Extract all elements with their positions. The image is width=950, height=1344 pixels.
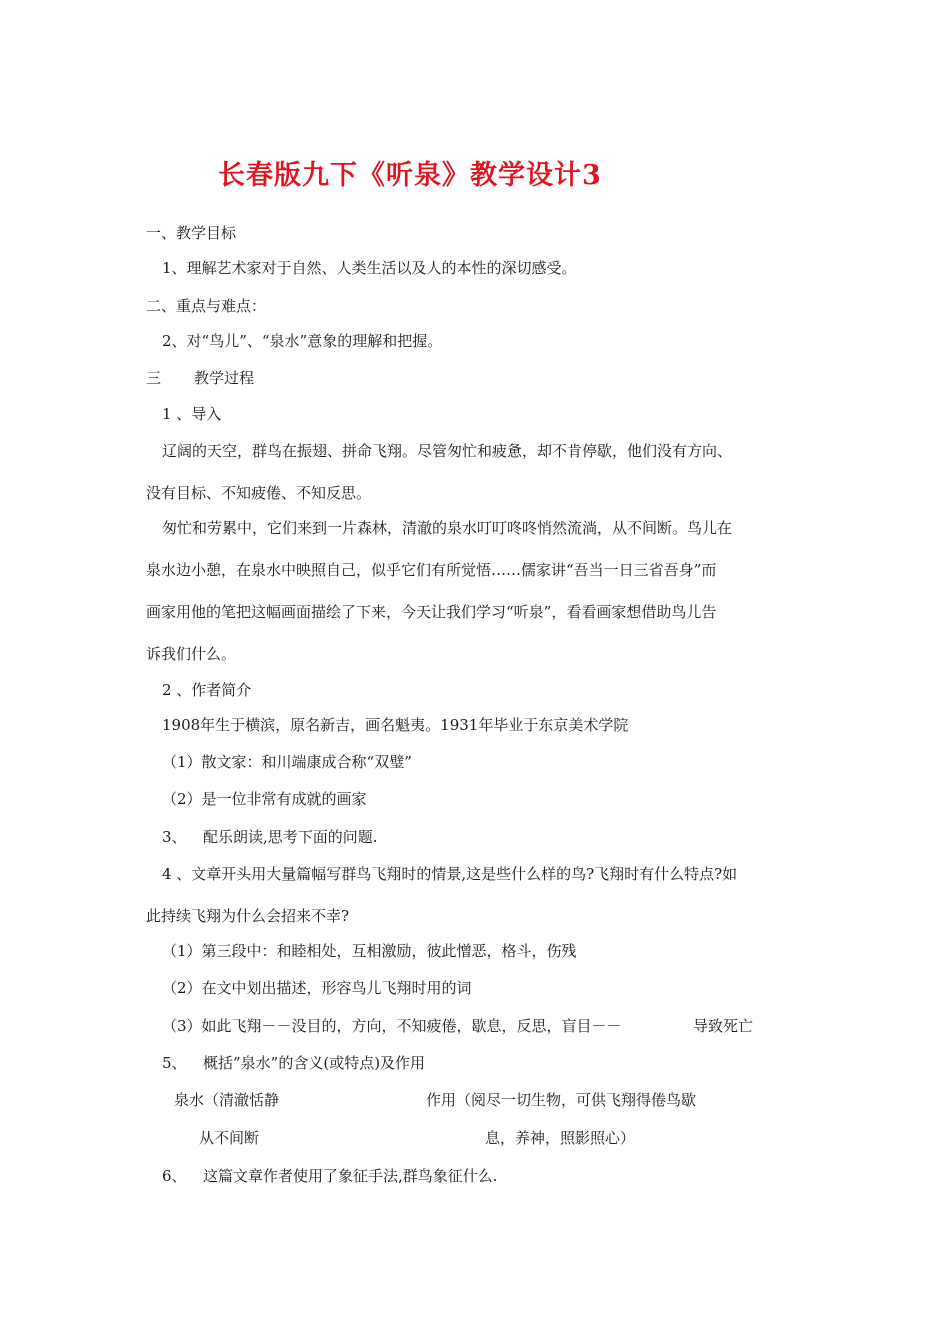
spring-meaning-line: 从不间断 [199, 1129, 260, 1147]
step-3-number: 3、 [162, 828, 187, 846]
step-6-number: 6、 [162, 1167, 187, 1185]
answer-item-conclusion: 导致死亡 [693, 1017, 754, 1035]
section-number-3: 三 [146, 369, 162, 387]
step-5-text: 概括”泉水”的含义(或特点)及作用 [203, 1054, 426, 1072]
spring-function-line: 息，养神，照影照心） [485, 1129, 636, 1147]
section-heading-objectives: 一、教学目标 [146, 224, 237, 242]
step-6-text: 这篇文章作者使用了象征手法,群鸟象征什么. [203, 1167, 498, 1185]
key-point-item-2: 2、对“鸟儿”、“泉水”意象的理解和把握。 [162, 332, 443, 350]
document-title: 长春版九下《听泉》教学设计3 [218, 160, 602, 191]
section-heading-process: 教学过程 [194, 369, 255, 387]
objective-item-1: 1、理解艺术家对于自然、人类生活以及人的本性的深切感受。 [162, 259, 577, 277]
paragraph-line: 画家用他的笔把这幅画面描绘了下来，今天让我们学习“听泉”，看看画家想借助鸟儿告 [146, 603, 717, 621]
answer-item: （2）在文中划出描述，形容鸟儿飞翔时用的词 [162, 979, 472, 997]
answer-item: （1）第三段中：和睦相处，互相激励，彼此憎恶，格斗，伤残 [162, 942, 577, 960]
step-2-heading: 2 、作者简介 [162, 681, 252, 699]
section-heading-key-points: 二、重点与难点： [146, 297, 267, 315]
step-5-number: 5、 [162, 1054, 187, 1072]
paragraph-line: 此持续飞翔为什么会招来不幸? [146, 907, 350, 925]
spring-meaning-line: 泉水（清澈恬静 [174, 1091, 280, 1109]
author-intro-line: 1908年生于横滨，原名新吉，画名魁夷。1931年毕业于东京美术学院 [162, 716, 629, 734]
step-1-heading: 1 、导入 [162, 405, 222, 423]
paragraph-line: 辽阔的天空，群鸟在振翅、拼命飞翔。尽管匆忙和疲惫，却不肯停歇，他们没有方向、 [162, 442, 733, 460]
answer-item: （3）如此飞翔－－没目的，方向，不知疲倦，歇息，反思，盲目－－ [162, 1017, 622, 1035]
author-intro-item: （2）是一位非常有成就的画家 [162, 790, 367, 808]
step-3-text: 配乐朗读,思考下面的问题. [203, 828, 378, 846]
paragraph-line: 泉水边小憩，在泉水中映照自己，似乎它们有所觉悟……儒家讲“吾当一日三省吾身”而 [146, 561, 717, 579]
step-4-heading: 4 、文章开头用大量篇幅写群鸟飞翔时的情景,这是些什么样的鸟?飞翔时有什么特点?如 [162, 865, 738, 883]
spring-function-line: 作用（阅尽一切生物，可供飞翔得倦鸟歇 [426, 1091, 697, 1109]
author-intro-item: （1）散文家：和川端康成合称“双璧” [162, 753, 412, 771]
paragraph-line: 匆忙和劳累中，它们来到一片森林，清澈的泉水叮叮咚咚悄然流淌，从不间断。鸟儿在 [162, 519, 733, 537]
paragraph-line: 诉我们什么。 [146, 645, 237, 663]
paragraph-line: 没有目标、不知疲倦、不知反思。 [146, 484, 372, 502]
